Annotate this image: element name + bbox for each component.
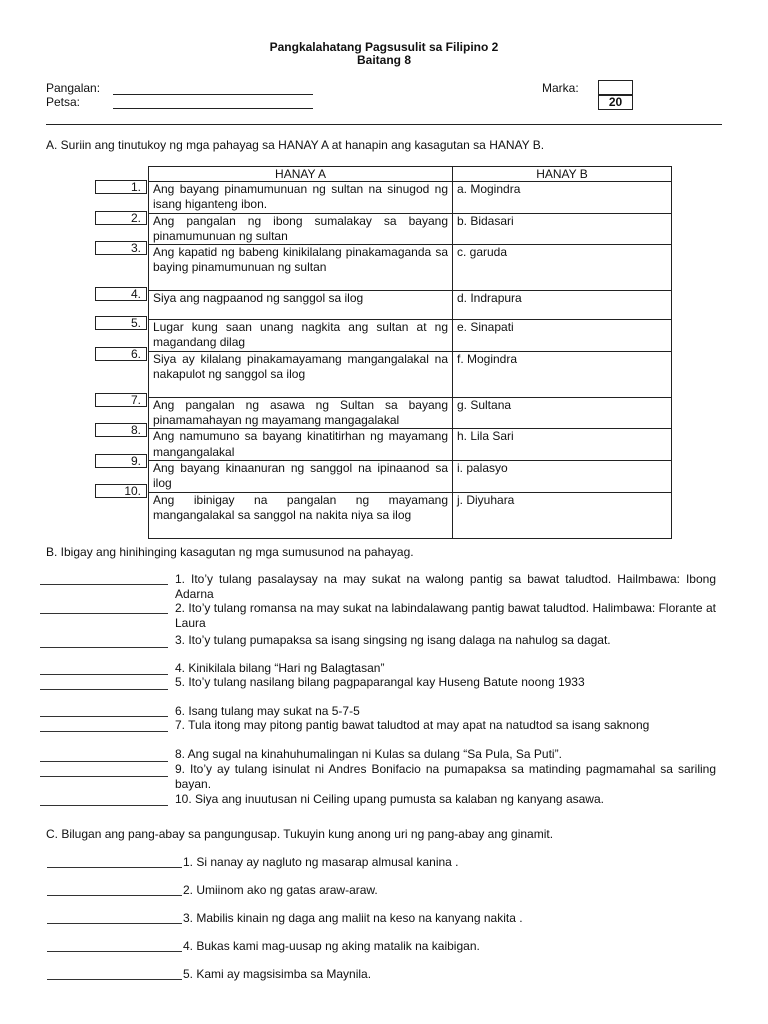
answer-line-b7[interactable] bbox=[40, 731, 168, 732]
name-field[interactable] bbox=[113, 94, 313, 95]
exam-title: Pangkalahatang Pagsusulit sa Filipino 2 bbox=[269, 40, 499, 54]
column-header-hanay-a: HANAY A bbox=[149, 167, 453, 182]
answer-line-b9[interactable] bbox=[40, 776, 168, 777]
question-b9: 9. Ito’y ay tulang isinulat ni Andres Bonifacio na pumapaksa sa matinding pagmamahal sa sariling bayan. bbox=[175, 762, 716, 791]
table-row bbox=[149, 182, 672, 214]
answer-box-1[interactable]: 1. bbox=[95, 180, 147, 194]
sentence-c4: 4. Bukas kami mag-uusap ng aking matalik na kaibigan. bbox=[183, 939, 480, 953]
answer-line-b1[interactable] bbox=[40, 584, 168, 585]
question-b5: 5. Ito’y tulang nasilang bilang pagpaparangal kay Huseng Batute noong 1933 bbox=[175, 675, 585, 689]
table-row bbox=[149, 492, 672, 538]
hanay-b-cell: a. Mogindra bbox=[453, 182, 672, 214]
hanay-b-cell: h. Lila Sari bbox=[453, 429, 672, 461]
hanay-b-cell: j. Diyuhara bbox=[453, 492, 672, 538]
table-row bbox=[149, 291, 672, 320]
answer-box-9[interactable]: 9. bbox=[95, 454, 147, 468]
answer-box-3[interactable]: 3. bbox=[95, 241, 147, 255]
sentence-c1: 1. Si nanay ay nagluto ng masarap almusal kanina . bbox=[183, 855, 459, 869]
section-c-instruction: C. Bilugan ang pang-abay sa pangungusap. Tukuyin kung anong uri ng pang-abay ang ginamit. bbox=[46, 827, 554, 841]
sentence-c2: 2. Umiinom ako ng gatas araw-araw. bbox=[183, 883, 378, 897]
answer-line-b4[interactable] bbox=[40, 674, 168, 675]
hanay-a-cell: Ang namumuno sa bayang kinatitirhan ng mayamang mangangalakal bbox=[149, 429, 453, 461]
answer-line-b5[interactable] bbox=[40, 689, 168, 690]
hanay-a-cell: Lugar kung saan unang nagkita ang sultan at ng magandang dilag bbox=[149, 320, 453, 352]
question-b4: 4. Kinikilala bilang “Hari ng Balagtasan” bbox=[175, 661, 385, 675]
question-b2: 2. Ito’y tulang romansa na may sukat na labindalawang pantig bawat taludtod. Halimbawa: Florante at Laura bbox=[175, 601, 716, 630]
question-b3: 3. Ito’y tulang pumapaksa sa isang singsing ng isang dalaga na nahulog sa dagat. bbox=[175, 633, 611, 647]
score-field[interactable] bbox=[598, 80, 633, 95]
question-b7: 7. Tula itong may pitong pantig bawat taludtod at may apat na natudtod sa isang saknong bbox=[175, 718, 650, 732]
hanay-b-cell: i. palasyo bbox=[453, 460, 672, 492]
grade-level: Baitang 8 bbox=[356, 53, 411, 67]
table-row bbox=[149, 351, 672, 397]
answer-line-b6[interactable] bbox=[40, 716, 168, 717]
answer-line-c2[interactable] bbox=[47, 895, 182, 896]
header-divider bbox=[46, 124, 722, 125]
date-label: Petsa: bbox=[46, 95, 81, 109]
hanay-a-cell: Ang pangalan ng ibong sumalakay sa bayang pinamumunuan ng sultan bbox=[149, 213, 453, 245]
answer-box-8[interactable]: 8. bbox=[95, 423, 147, 437]
hanay-a-cell: Siya ay kilalang pinakamayamang mangangalakal na nakapulot ng sanggol sa ilog bbox=[149, 351, 453, 397]
hanay-b-cell: b. Bidasari bbox=[453, 213, 672, 245]
table-row bbox=[149, 460, 672, 492]
answer-line-c4[interactable] bbox=[47, 951, 182, 952]
date-field[interactable] bbox=[113, 108, 313, 109]
hanay-a-cell: Ang bayang pinamumunuan ng sultan na sinugod ng isang higanteng ibon. bbox=[149, 182, 453, 214]
section-a-instruction: A. Suriin ang tinutukoy ng mga pahayag sa HANAY A at hanapin ang kasagutan sa HANAY B. bbox=[46, 138, 545, 152]
hanay-a-cell: Ang pangalan ng asawa ng Sultan sa bayang pinamamahayan ng mayamang mangagalakal bbox=[149, 397, 453, 429]
answer-box-2[interactable]: 2. bbox=[95, 211, 147, 225]
question-b10: 10. Siya ang inuutusan ni Ceiling upang pumusta sa kalaban ng kanyang asawa. bbox=[175, 792, 604, 806]
question-b6: 6. Isang tulang may sukat na 5-7-5 bbox=[175, 704, 360, 718]
sentence-c5: 5. Kami ay magsisimba sa Maynila. bbox=[183, 967, 372, 981]
score-total: 20 bbox=[598, 95, 633, 110]
column-header-hanay-b: HANAY B bbox=[453, 167, 672, 182]
table-row bbox=[149, 429, 672, 461]
answer-line-c1[interactable] bbox=[47, 867, 182, 868]
answer-line-c5[interactable] bbox=[47, 979, 182, 980]
answer-box-5[interactable]: 5. bbox=[95, 316, 147, 330]
score-label: Marka: bbox=[542, 81, 579, 95]
answer-line-b10[interactable] bbox=[40, 805, 168, 806]
answer-line-b2[interactable] bbox=[40, 613, 168, 614]
table-row bbox=[149, 397, 672, 429]
hanay-b-cell: g. Sultana bbox=[453, 397, 672, 429]
table-row bbox=[149, 213, 672, 245]
hanay-b-cell: d. Indrapura bbox=[453, 291, 672, 320]
hanay-a-cell: Ang bayang kinaanuran ng sanggol na ipinaanod sa ilog bbox=[149, 460, 453, 492]
answer-box-7[interactable]: 7. bbox=[95, 393, 147, 407]
hanay-a-cell: Ang ibinigay na pangalan ng mayamang mangangalakal sa sanggol na nakita niya sa ilog bbox=[149, 492, 453, 538]
table-row bbox=[149, 320, 672, 352]
hanay-b-cell: e. Sinapati bbox=[453, 320, 672, 352]
sentence-c3: 3. Mabilis kinain ng daga ang maliit na keso na kanyang nakita . bbox=[183, 911, 523, 925]
answer-line-b8[interactable] bbox=[40, 761, 168, 762]
question-b8: 8. Ang sugal na kinahuhumalingan ni Kulas sa dulang “Sa Pula, Sa Puti”. bbox=[175, 747, 562, 761]
table-row bbox=[149, 245, 672, 291]
answer-box-10[interactable]: 10. bbox=[95, 484, 147, 498]
answer-line-b3[interactable] bbox=[40, 647, 168, 648]
matching-table bbox=[148, 166, 672, 539]
answer-line-c3[interactable] bbox=[47, 923, 182, 924]
hanay-a-cell: Siya ang nagpaanod ng sanggol sa ilog bbox=[149, 291, 453, 320]
answer-box-6[interactable]: 6. bbox=[95, 347, 147, 361]
hanay-a-cell: Ang kapatid ng babeng kinikilalang pinakamaganda sa baying pinamumunuan ng sultan bbox=[149, 245, 453, 291]
question-b1: 1. Ito’y tulang pasalaysay na may sukat na walong pantig sa bawat taludtod. Hailmbawa: Ibong Adarna bbox=[175, 572, 716, 601]
answer-box-4[interactable]: 4. bbox=[95, 287, 147, 301]
hanay-b-cell: f. Mogindra bbox=[453, 351, 672, 397]
name-label: Pangalan: bbox=[46, 81, 101, 95]
section-b-instruction: B. Ibigay ang hinihinging kasagutan ng mga sumusunod na pahayag. bbox=[46, 545, 414, 559]
hanay-b-cell: c. garuda bbox=[453, 245, 672, 291]
